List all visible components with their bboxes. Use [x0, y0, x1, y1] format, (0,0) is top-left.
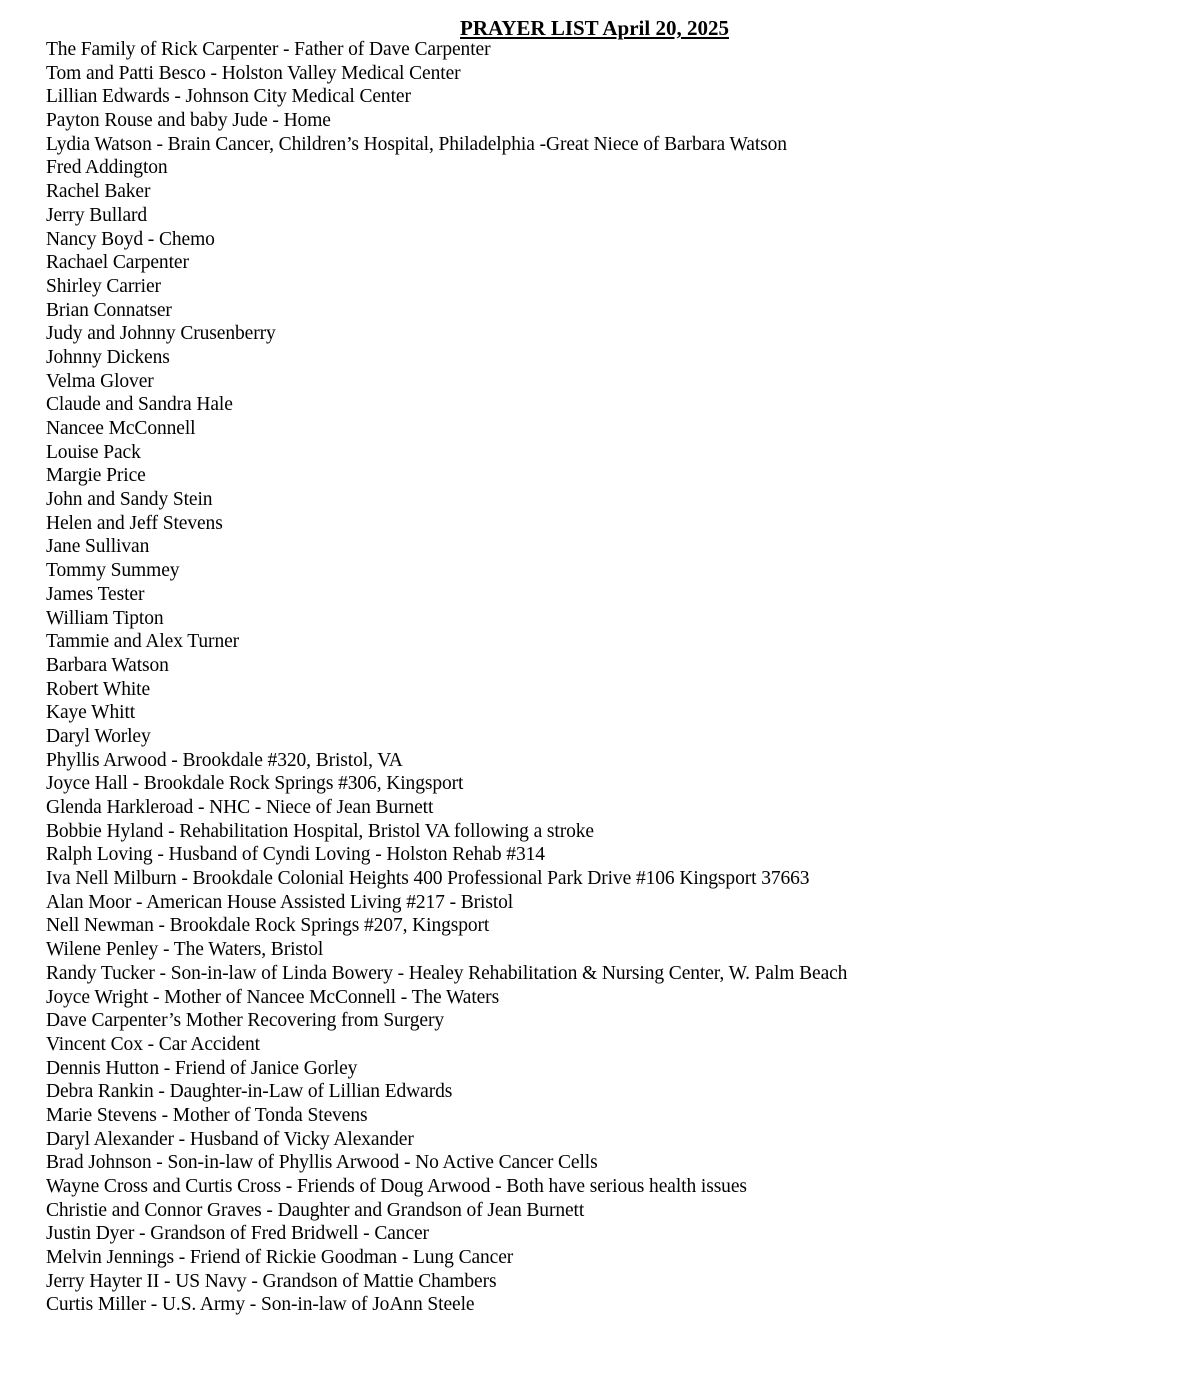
list-item: Iva Nell Milburn - Brookdale Colonial Heights 400 Professional Park Drive #106 Kingsport 37663 — [46, 868, 810, 890]
list-item: Shirley Carrier — [46, 275, 161, 297]
list-item: Payton Rouse and baby Jude - Home — [46, 110, 331, 132]
list-item: Claude and Sandra Hale — [46, 394, 233, 416]
list-item: Jerry Bullard — [46, 204, 148, 226]
list-item: Nancee McConnell — [46, 418, 196, 439]
list-item: Lydia Watson - Brain Cancer, Children’s Hospital, Philadelphia -Great Niece of Barbara Watson — [46, 133, 787, 155]
list-item: Christie and Connor Graves - Daughter and Grandson of Jean Burnett — [46, 1199, 585, 1221]
list-item: Johnny Dickens — [46, 346, 170, 368]
list-item: Curtis Miller - U.S. Army - Son-in-law of JoAnn Steele — [46, 1294, 475, 1316]
list-item: Nancy Boyd - Chemo — [46, 228, 215, 250]
list-item: James Tester — [46, 583, 145, 605]
list-item: Fred Addington — [46, 157, 168, 179]
list-item: William Tipton — [46, 607, 164, 629]
list-item: Daryl Alexander - Husband of Vicky Alexander — [46, 1128, 414, 1150]
list-item: Melvin Jennings - Friend of Rickie Goodman - Lung Cancer — [46, 1247, 514, 1269]
list-item: Ralph Loving - Husband of Cyndi Loving - Holston Rehab #314 — [46, 844, 545, 866]
list-item: Randy Tucker - Son-in-law of Linda Bowery - Healey Rehabilitation & Nursing Center, W. Palm Beach — [46, 962, 848, 984]
list-item: Brian Connatser — [46, 299, 172, 321]
list-item: Debra Rankin - Daughter-in-Law of Lillian Edwards — [46, 1081, 453, 1103]
list-item: Margie Price — [46, 465, 146, 487]
list-item: Bobbie Hyland - Rehabilitation Hospital, Bristol VA following a stroke — [46, 820, 594, 842]
list-item: Vincent Cox - Car Accident — [46, 1033, 260, 1055]
list-item: Wayne Cross and Curtis Cross - Friends of Doug Arwood - Both have serious health issues — [46, 1176, 747, 1197]
list-item: Joyce Wright - Mother of Nancee McConnell - The Waters — [46, 986, 500, 1008]
list-item: Tommy Summey — [46, 560, 180, 582]
list-item: Wilene Penley - The Waters, Bristol — [46, 939, 324, 961]
list-item: Tom and Patti Besco - Holston Valley Medical Center — [46, 62, 461, 84]
list-item: The Family of Rick Carpenter - Father of Dave Carpenter — [46, 39, 491, 60]
list-item: Justin Dyer - Grandson of Fred Bridwell - Cancer — [46, 1223, 429, 1245]
list-item: Brad Johnson - Son-in-law of Phyllis Arwood - No Active Cancer Cells — [46, 1152, 598, 1174]
list-item: Daryl Worley — [46, 725, 151, 747]
list-item: Tammie and Alex Turner — [46, 631, 240, 653]
list-item: Nell Newman - Brookdale Rock Springs #207, Kingsport — [46, 915, 490, 937]
list-item: Marie Stevens - Mother of Tonda Stevens — [46, 1104, 368, 1126]
list-item: Judy and Johnny Crusenberry — [46, 323, 276, 345]
list-item: Velma Glover — [46, 370, 154, 392]
list-item: Joyce Hall - Brookdale Rock Springs #306, Kingsport — [46, 773, 464, 795]
list-item: Lillian Edwards - Johnson City Medical Center — [46, 86, 411, 108]
prayer-list — [46, 38, 847, 1317]
page-title: PRAYER LIST April 20, 2025 — [460, 16, 729, 40]
list-item: Dave Carpenter’s Mother Recovering from Surgery — [46, 1010, 445, 1032]
list-item: Kaye Whitt — [46, 702, 136, 724]
list-item: Louise Pack — [46, 441, 141, 463]
list-item: Phyllis Arwood - Brookdale #320, Bristol, VA — [46, 749, 403, 771]
list-item: Robert White — [46, 678, 151, 700]
list-item: Rachel Baker — [46, 181, 151, 203]
list-item: Barbara Watson — [46, 654, 169, 676]
list-item: Rachael Carpenter — [46, 252, 189, 274]
list-item: Jane Sullivan — [46, 536, 150, 558]
list-item: Jerry Hayter II - US Navy - Grandson of Mattie Chambers — [46, 1270, 497, 1292]
list-item: Helen and Jeff Stevens — [46, 512, 223, 534]
list-item: Alan Moor - American House Assisted Living #217 - Bristol — [46, 891, 514, 913]
list-item: John and Sandy Stein — [46, 489, 213, 511]
list-item: Dennis Hutton - Friend of Janice Gorley — [46, 1057, 358, 1079]
list-item: Glenda Harkleroad - NHC - Niece of Jean Burnett — [46, 797, 434, 818]
